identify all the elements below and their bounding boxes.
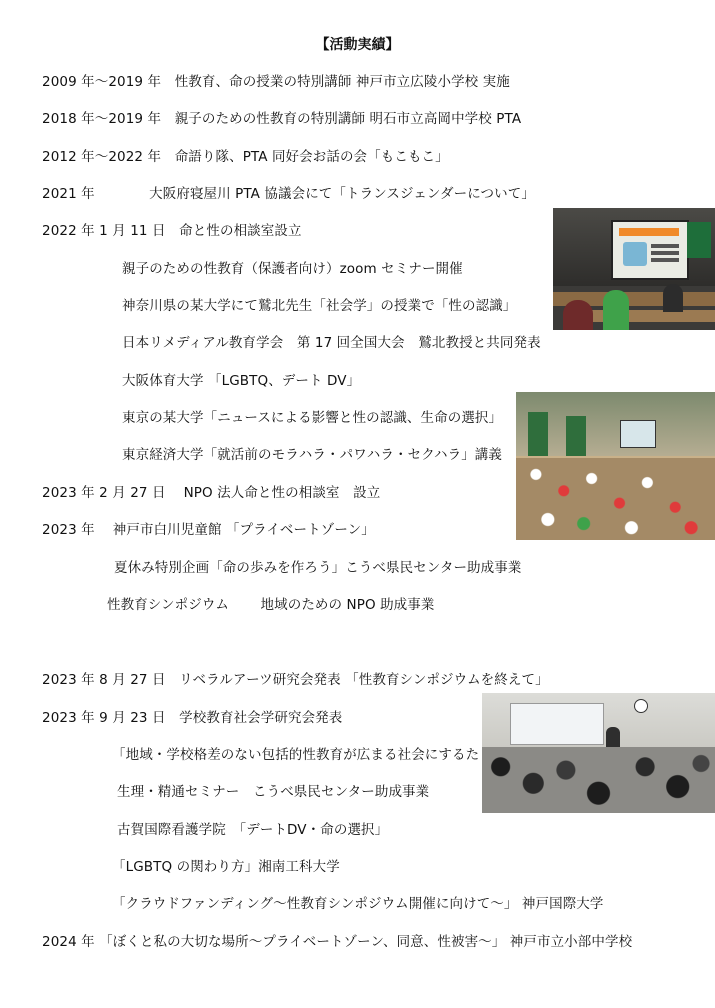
activity-line: 「クラウドファンディング～性教育シンポジウム開催に向けて～」 神戸国際大学 bbox=[112, 896, 604, 912]
activity-line: 東京の某大学「ニュースによる影響と性の認識、生命の選択」 bbox=[122, 410, 503, 426]
activity-line: 2018 年～2019 年 親子のための性教育の特別講師 明石市立高岡中学校 PTA bbox=[42, 111, 522, 127]
activity-line: 生理・精通セミナー こうべ県民センター助成事業 bbox=[117, 784, 430, 800]
activity-line: 大阪体育大学 「LGBTQ、デート DV」 bbox=[122, 373, 361, 389]
activity-line: 「地域・学校格差のない包括的性教育が広まる社会にするた bbox=[112, 747, 480, 763]
activity-line: 2009 年～2019 年 性教育、命の授業の特別講師 神戸市立広陵小学校 実施 bbox=[42, 74, 510, 90]
activity-line: 2023 年 神戸市白川児童館 「プライベートゾーン」 bbox=[42, 522, 375, 538]
seminar-room-photo bbox=[482, 693, 715, 813]
activity-line: 夏休み特別企画「命の歩みを作ろう」こうべ県民センター助成事業 bbox=[114, 560, 522, 576]
document-heading: 【活動実績】 bbox=[315, 37, 400, 53]
activity-line: 東京経済大学「就活前のモラハラ・パワハラ・セクハラ」講義 bbox=[122, 447, 502, 463]
activity-line: 2012 年～2022 年 命語り隊、PTA 同好会お話の会「もこもこ」 bbox=[42, 149, 449, 165]
activity-line: 2021 年 大阪府寝屋川 PTA 協議会にて「トランスジェンダーについて」 bbox=[42, 186, 535, 202]
activity-line: 2024 年 「ぼくと私の大切な場所～プライベートゾーン、同意、性被害～」 神戸市立小部中学校 bbox=[42, 934, 633, 950]
activity-line: 日本リメディアル教育学会 第 17 回全国大会 鷲北教授と共同発表 bbox=[122, 335, 541, 351]
activity-line: 親子のための性教育（保護者向け）zoom セミナー開催 bbox=[122, 261, 463, 277]
activity-line: 2023 年 9 月 23 日 学校教育社会学研究会発表 bbox=[42, 710, 343, 726]
activity-line: 性教育シンポジウム 地域のための NPO 助成事業 bbox=[107, 597, 435, 613]
activity-line: 「LGBTQ の関わり方」湘南工科大学 bbox=[112, 859, 340, 875]
activity-line: 古賀国際看護学院 「デートDV・命の選択」 bbox=[117, 822, 389, 838]
activity-line: 2023 年 8 月 27 日 リベラルアーツ研究会発表 「性教育シンポジウムを終えて」 bbox=[42, 672, 549, 688]
classroom-lecture-photo bbox=[553, 208, 715, 330]
activity-line: 神奈川県の某大学にて鷲北先生「社会学」の授業で「性の認識」 bbox=[122, 298, 517, 314]
activity-line: 2023 年 2 月 27 日 NPO 法人命と性の相談室 設立 bbox=[42, 485, 381, 501]
activity-line: 2022 年 1 月 11 日 命と性の相談室設立 bbox=[42, 223, 302, 239]
gym-session-photo bbox=[516, 392, 715, 540]
